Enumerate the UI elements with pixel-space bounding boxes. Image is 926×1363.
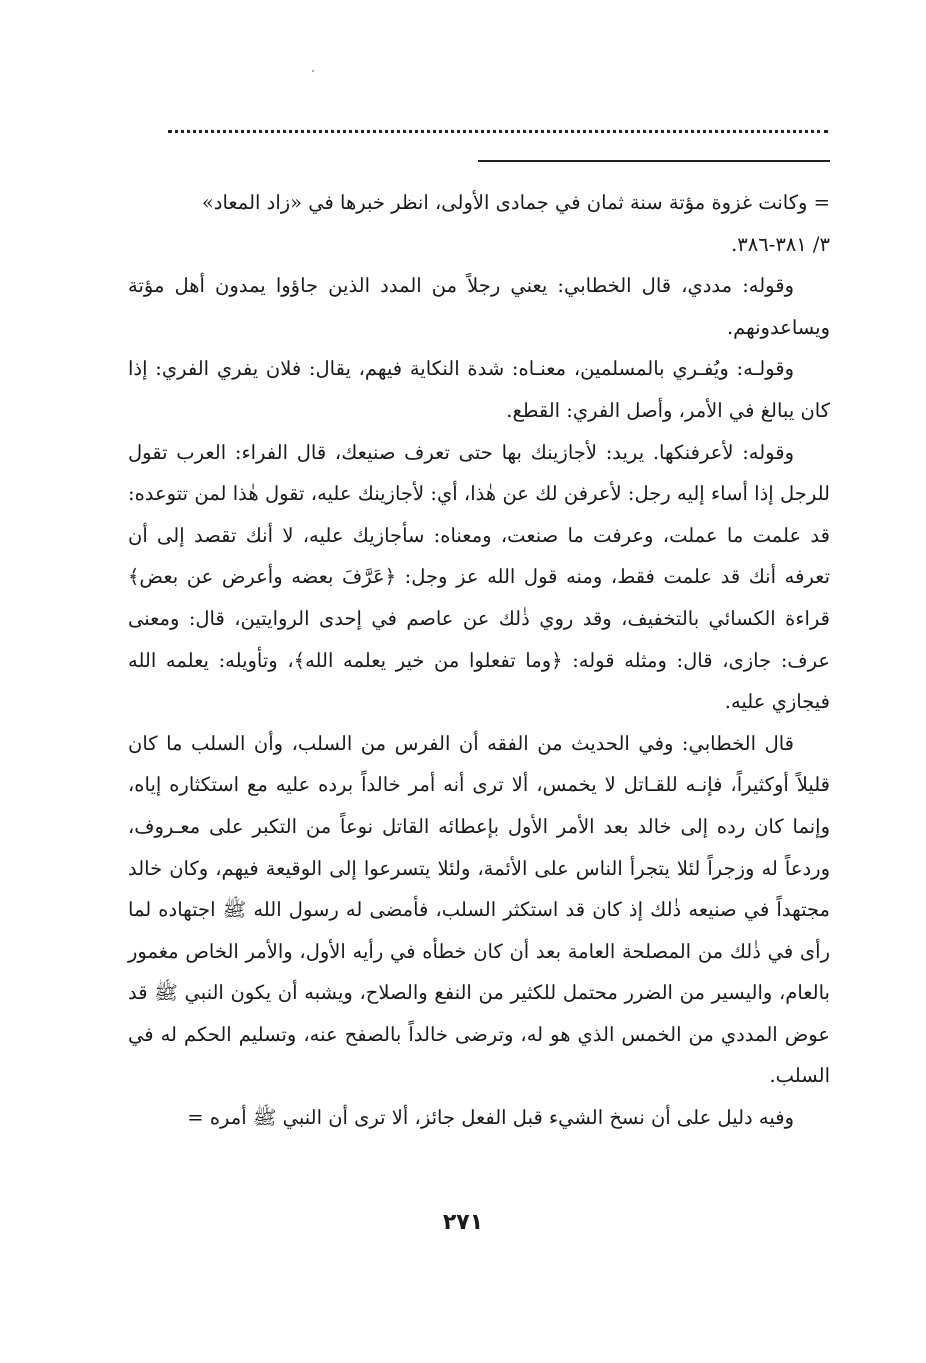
dotted-separator [168, 118, 828, 133]
main-text [128, 182, 830, 1139]
footnote-line-2: ٣/ ٣٨١-٣٨٦. [731, 232, 830, 256]
scan-speck [312, 70, 314, 72]
footnote-line-1: = وكانت غزوة مؤتة سنة ثمان في جمادى الأولى، انظر خبرها في «زاد المعاد» [201, 191, 830, 214]
footnote-rule [478, 160, 830, 162]
paragraph-naskh: وفيه دليل على أن نسخ الشيء قبل الفعل جائز، ألا ترى أن النبي ﷺ أمره = [187, 1106, 794, 1130]
page-number: ٢٧١ [442, 1210, 484, 1235]
footnote-continuation [128, 182, 830, 265]
paragraph-khattabi-fiqh: قال الخطابي: وفي الحديث من الفقه أن الفرس من السلب، وأن السلب ما كان قليلاً أوكثيراً، فإنـه للقـاتل لا يخمس، ألا ترى أنه أمر خالداً برده عليه مع استكثاره إياه، وإنما كان رده إلى خالد بعد الأمر الأول بإعطائه القاتل نوعاً من التكبر على معـروف، وردعاً له وزجراً لئلا يتجرأ الناس على الأئمة، ولئلا يتسرعوا إلى الوقيعة فيهم، وكان خالد مجتهداً في صنيعه ذٰلك إذ كان قد استكثر السلب، فأمضى له رسول الله ﷺ اجتهاده لما رأى في ذٰلك من المصلحة العامة بعد أن كان خطأه في رأيه الأول، والأمر الخاص مغمور بالعام، واليسير من الضرر محتمل للكثير من النفع والصلاح، ويشبه أن يكون النبي ﷺ قد عوض المددي من الخمس الذي هو له، وترضى خالداً بالصفح عنه، وتسليم الحكم له في السلب. [128, 731, 830, 1088]
paragraph-madadi: وقوله: مددي، قال الخطابي: يعني رجلاً من المدد الذين جاؤوا يمدون أهل مؤتة ويساعدونهم. [128, 274, 830, 339]
paragraph-yufri: وقولـه: ويُفـري بالمسلمين، معنـاه: شدة النكاية فيهم، يقال: فلان يفري الفري: إذا كان يبالغ في الأمر، وأصل الفري: القطع. [128, 357, 830, 422]
paragraph-laarifannakaha: وقوله: لأعرفنكها. يريد: لأجازينك بها حتى تعرف صنيعك، قال الفراء: العرب تقول للرجل إذا أساء إليه رجل: لأعرفن لك عن هٰذا، أي: لأجازينك عليه، تقول هٰذا لمن تتوعده: قد علمت ما عملت، وعرفت ما صنعت، ومعناه: سأجازيك عليه، لا أنك تقصد إلى أن تعرفه أنك قد علمت فقط، ومنه قول الله عز وجل: ﴿عَرَّفَ بعضه وأعرض عن بعض﴾ قراءة الكسائي بالتخفيف، وقد روي ذٰلك عن عاصم في إحدى الروايتين، قال: ومعنى عرف: جازى، قال: ومثله قوله: ﴿وما تفعلوا من خير يعلمه الله﴾، وتأويله: يعلمه الله فيجازي عليه. [128, 440, 830, 714]
